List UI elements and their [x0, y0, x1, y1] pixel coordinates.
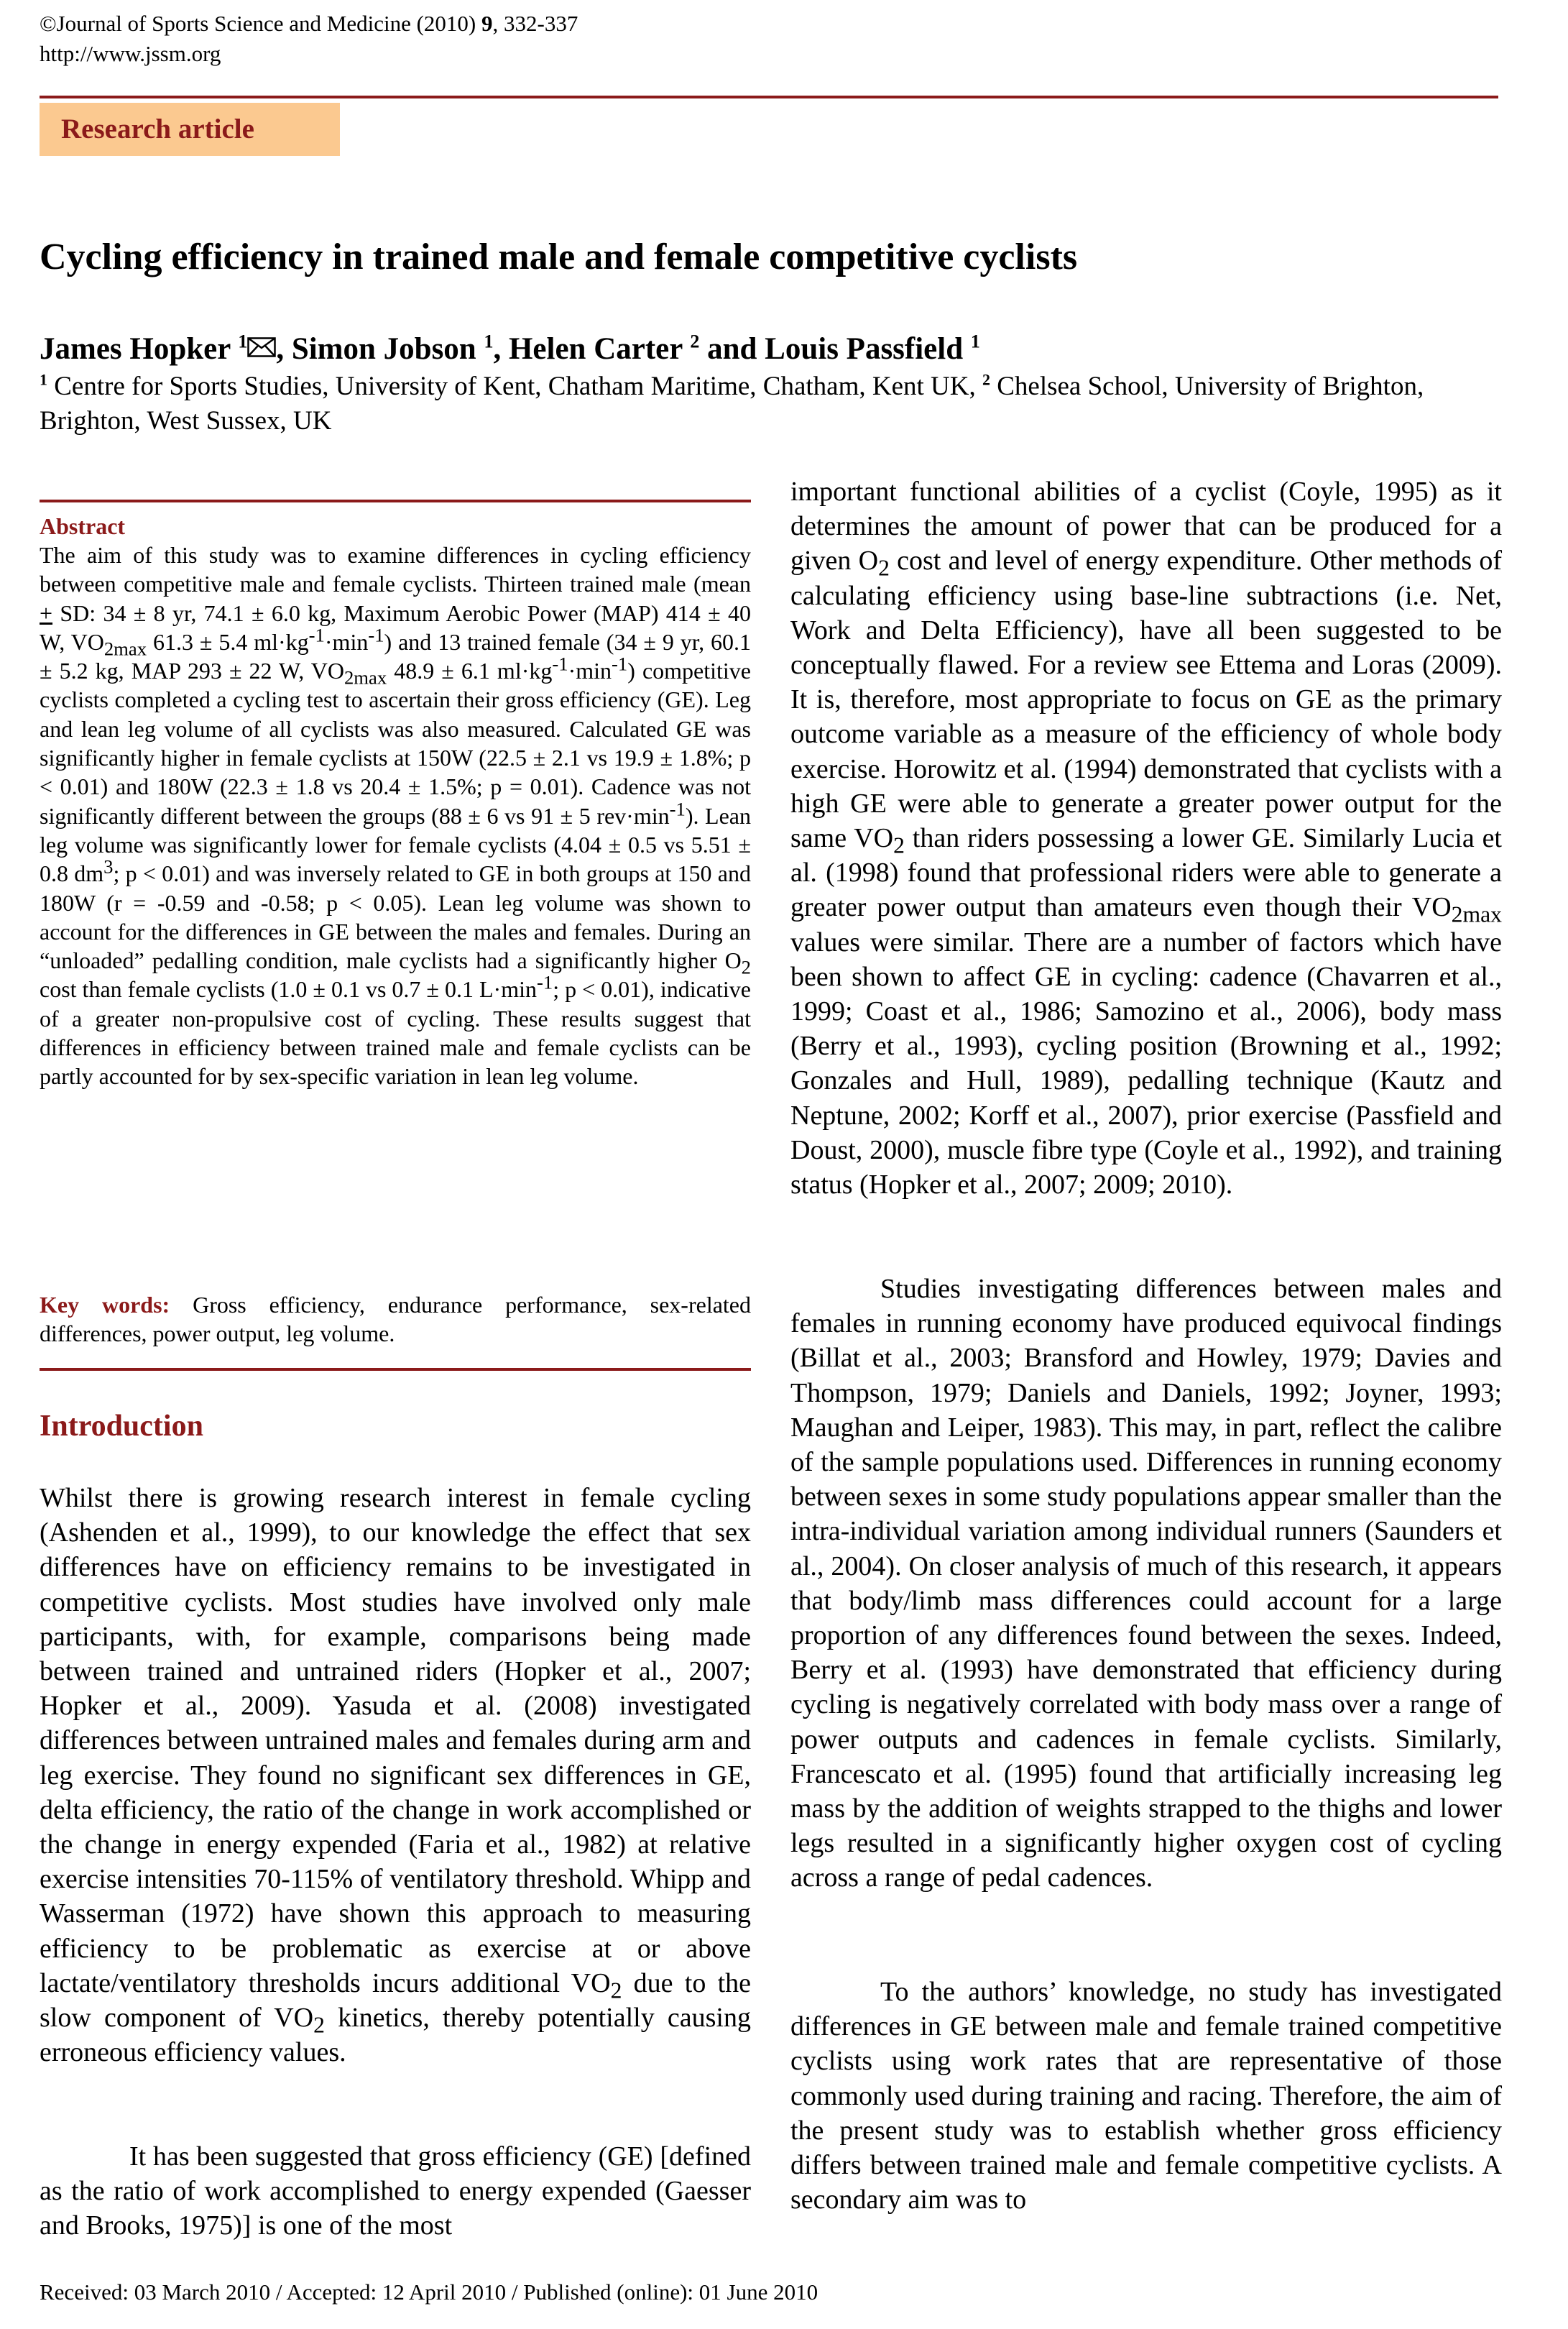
envelope-icon[interactable] — [247, 337, 276, 357]
intro-paragraph-1: Whilst there is growing research interest in female cycling (Ashenden et al., 1999), to our knowledge the effect that sex differences have on efficiency remains to be investigated in competitive cyclists. Most studies have involved only male participants, with, for example, comparisons being made between trained and untrained riders (Hopker et al., 2007; Hopker et al., 2009). Yasuda et al. (2008) investigated differences between untrained males and females during arm and leg exercise. They found no significant sex differences in GE, delta efficiency, the ratio of the change in work accomplished or the change in energy expended (Faria et al., 1982) at relative exercise intensities 70-115% of ventilatory threshold. Whipp and Wasserman (1972) have shown this approach to measuring efficiency to be problematic as exercise at or above lactate/ventilatory thresholds incurs additional $VO_2$ due to the slow component of $VO_2$ kinetics, thereby potentially causing erroneous efficiency values. — [40, 1483, 751, 2068]
abstract-top-rule — [40, 500, 751, 502]
received-dates: Received: 03 March 2010 / Accepted: 12 April 2010 / Published (online): 01 June 2010 — [40, 2279, 818, 2305]
keywords-text: Gross efficiency, endurance performance, sex-related differences, power output, leg volume. — [40, 1292, 752, 1347]
author-list — [40, 329, 980, 369]
author-affil-sup: 1 — [970, 331, 980, 352]
article-type-badge: Research article — [40, 103, 340, 156]
article-title: Cycling efficiency in trained male and female competitive cyclists — [40, 236, 1078, 277]
keywords — [40, 1290, 751, 1349]
journal-url[interactable]: http://www.jssm.org — [40, 41, 221, 66]
affil-text: Chelsea School, University of Brighton, Brighton, West Sussex, UK — [40, 372, 1424, 436]
author-affil-sup: 2 — [690, 331, 700, 352]
intro-paragraph-3: important functional abilities of a cyclist (Coyle, 1995) as it determines the amount of power that can be produced for a given $O_2$ cost and level of energy expenditure. Other methods of calculating efficiency using base-line subtractions (i.e. Net, Work and Delta Efficiency), have all been suggested to be conceptually flawed. For a review see Ettema and Loras (2009). It is, therefore, most appropriate to focus on GE as the primary outcome variable as a measure of the efficiency of whole body exercise. Horowitz et al. (1994) demonstrated that cyclists with a high GE were able to generate a greater power output for the same $VO_2$ than riders possessing a lower GE. Similarly Lucia et al. (1998) found that professional riders were able to generate a greater power output than amateurs even though their $VO_{2max}$ values were similar. There are a number of factors which have been shown to affect GE in cycling: cadence (Chavarren et al., 1999; Coast et al., 1986; Samozino et al., 2006), body mass (Berry et al., 1993), cycling position (Browning et al., 1992; Gonzales and Hull, 1989), pedalling technique (Kautz and Neptune, 2002; Korff et al., 2007), prior exercise (Passfield and Doust, 2000), muscle fibre type (Coyle et al., 1992), and training status (Hopker et al., 2007; 2009; 2010). — [790, 477, 1502, 1200]
author-affil-sup: 1 — [238, 331, 248, 352]
affil-sup: 2 — [982, 370, 990, 389]
journal-header — [40, 9, 578, 69]
author-name: James Hopker — [40, 332, 239, 366]
abstract-text: The aim of this study was to examine differences in cycling efficiency between competitive male and female cyclists. Thirteen trained male (mean + SD: 34 ± 8 yr, 74.1 ± 6.0 kg, Maximum Aerobic Power (MAP) 414 ± 40 W, $VO_{2max}$ 61.3 ± 5.4 $ml\cdot kg^{-1}\cdot\min^{-1}$) and 13 trained female (34 ± 9 yr, 60.1 ± 5.2 kg, MAP 293 ± 22 W, $VO_{2max}$ 48.9 ± 6.1 $ml\cdot kg^{-1}\cdot\min^{-1}$) competitive cyclists completed a cycling test to ascertain their gross efficiency (GE). Leg and lean leg volume of all cyclists was also measured. Calculated GE was significantly higher in female cyclists at 150W (22.5 ± 2.1 vs 19.9 ± 1.8%; p < 0.01) and 180W (22.3 ± 1.8 vs 20.4 ± 1.5%; p = 0.01). Cadence was not significantly different between the groups (88 ± 6 vs 91 ± 5 $rev\cdot\min^{-1}$). Lean leg volume was significantly lower for female cyclists (4.04 ± 0.5 vs 5.51 ± 0.8 $dm^3$; p < 0.01) and was inversely related to GE in both groups at 150 and 180W (r = -0.59 and -0.58; p < 0.05). Lean leg volume was shown to account for the differences in GE between the males and females. During an “unloaded” pedalling condition, male cyclists had a significantly higher $O_2$ cost than female cyclists (1.0 ± 0.1 vs 0.7 ± 0.1 $L\cdot\min^{-1}$; p < 0.01), indicative of a greater non-propulsive cost of cycling. These results suggest that differences in efficiency between trained male and female cyclists can be partly accounted for by sex-specific variation in lean leg volume. — [40, 542, 752, 1090]
abstract-bottom-rule — [40, 1368, 751, 1371]
affil-sup: 1 — [40, 370, 47, 389]
author-affil-sup: 1 — [484, 331, 494, 352]
author-name: and Louis Passfield — [699, 332, 971, 366]
affiliations — [40, 369, 1505, 438]
keywords-label: Key words: — [40, 1292, 170, 1318]
intro-paragraph-5: To the authors’ knowledge, no study has investigated differences in GE between male and female trained competitive cyclists using work rates that are representative of those commonly used during training and racing. Therefore, the aim of the present study was to establish whether gross efficiency differs between trained male and female competitive cyclists. A secondary aim was to — [790, 1977, 1502, 2215]
intro-paragraph-2: It has been suggested that gross efficiency (GE) [defined as the ratio of work accomplished to energy expended (Gaesser and Brooks, 1975)] is one of the most — [40, 2141, 751, 2241]
author-name: , Simon Jobson — [276, 332, 484, 366]
author-name: , Helen Carter — [493, 332, 691, 366]
introduction-heading: Introduction — [40, 1410, 203, 1443]
intro-paragraph-4: Studies investigating differences between males and females in running economy have produced equivocal findings (Billat et al., 2003; Bransford and Howley, 1979; Davies and Thompson, 1979; Daniels and Daniels, 1992; Joyner, 1993; Maughan and Leiper, 1983). This may, in part, reflect the calibre of the sample populations used. Differences in running economy between sexes in some study populations appear smaller than the intra-individual variation among individual runners (Saunders et al., 2004). On closer analysis of much of this research, it appears that body/limb mass differences could account for a large proportion of any differences found between the sexes. Indeed, Berry et al. (1993) have demonstrated that efficiency during cycling is negatively correlated with body mass over a range of power outputs and cadences in female cyclists. Similarly, Francescato et al. (1995) found that artificially increasing leg mass by the addition of weights strapped to the thighs and lower legs resulted in a significantly higher oxygen cost of cycling across a range of pedal cadences. — [790, 1274, 1502, 1893]
affil-text: Centre for Sports Studies, University of Kent, Chatham Maritime, Chatham, Kent UK, — [47, 372, 982, 401]
abstract-heading: Abstract — [40, 513, 126, 539]
abstract-block — [40, 512, 751, 1091]
header-rule — [40, 96, 1498, 98]
journal-citation: ©Journal of Sports Science and Medicine (2010) 9, 332-337 — [40, 11, 578, 36]
